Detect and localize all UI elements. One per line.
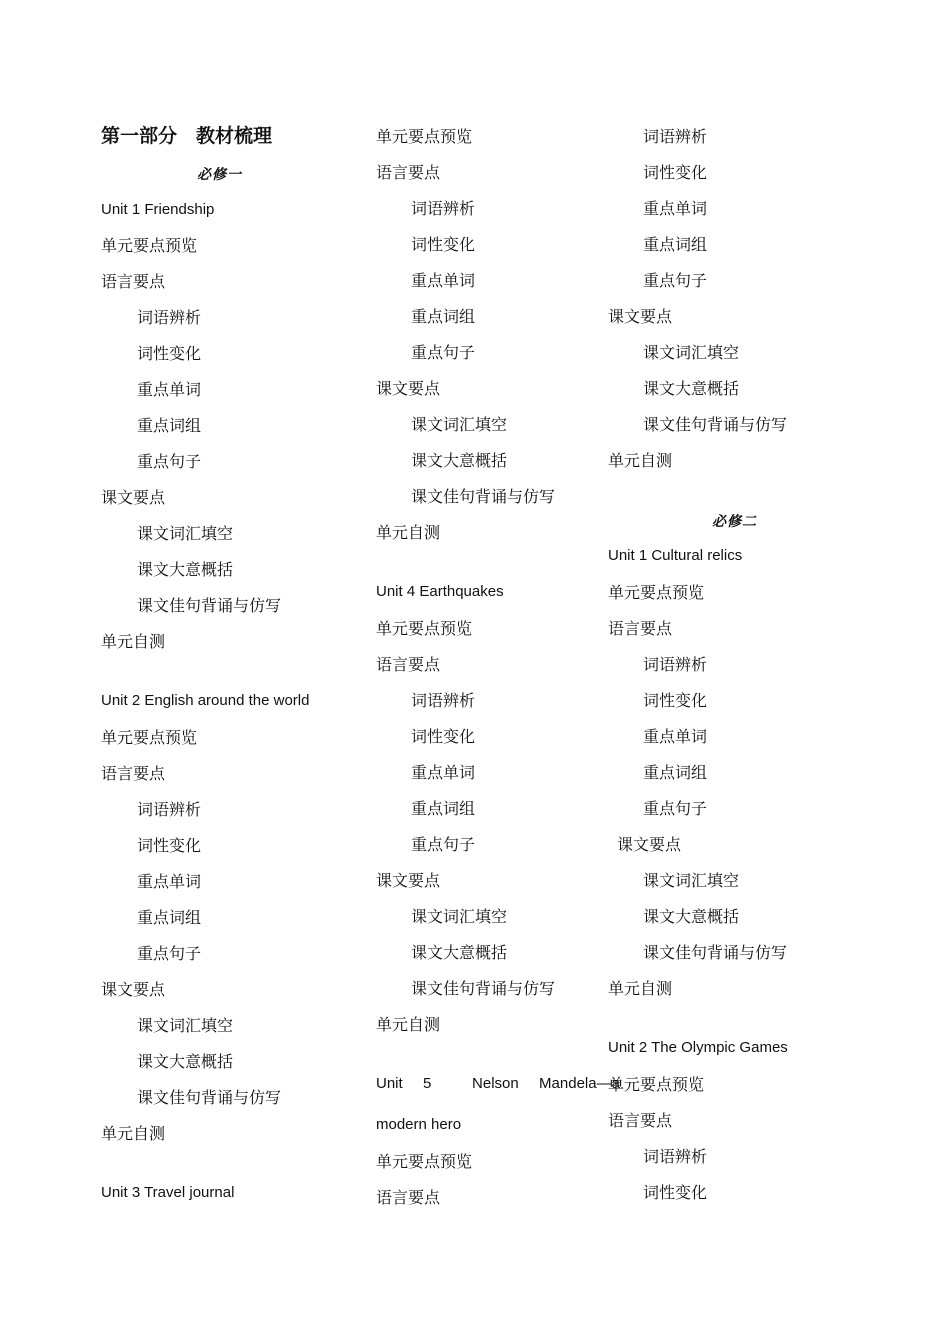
toc-item-language[interactable]: 语言要点 xyxy=(376,163,441,182)
toc-item-discrimination[interactable]: 词语辨析 xyxy=(643,655,708,674)
unit-heading[interactable]: Unit 2 The Olympic Games xyxy=(608,1039,788,1056)
toc-item-key-words[interactable]: 重点单词 xyxy=(411,271,476,290)
toc-item-summary[interactable]: 课文大意概括 xyxy=(411,451,508,470)
toc-item-self-test[interactable]: 单元自测 xyxy=(376,523,441,542)
toc-item-key-words[interactable]: 重点单词 xyxy=(137,380,202,399)
toc-item-self-test[interactable]: 单元自测 xyxy=(608,979,673,998)
toc-item-discrimination[interactable]: 词语辨析 xyxy=(137,308,202,327)
toc-item-self-test[interactable]: 单元自测 xyxy=(101,632,166,651)
toc-item-pos-change[interactable]: 词性变化 xyxy=(643,691,708,710)
toc-item-fill-blanks[interactable]: 课文词汇填空 xyxy=(411,907,508,926)
toc-item-pos-change[interactable]: 词性变化 xyxy=(137,344,202,363)
toc-item-key-phrases[interactable]: 重点词组 xyxy=(643,763,708,782)
toc-item-self-test[interactable]: 单元自测 xyxy=(101,1124,166,1143)
toc-item-recite[interactable]: 课文佳句背诵与仿写 xyxy=(411,979,556,998)
toc-item-fill-blanks[interactable]: 课文词汇填空 xyxy=(137,524,234,543)
toc-item-overview[interactable]: 单元要点预览 xyxy=(101,236,198,255)
toc-item-overview[interactable]: 单元要点预览 xyxy=(101,728,198,747)
toc-item-pos-change[interactable]: 词性变化 xyxy=(643,1183,708,1202)
toc-item-text[interactable]: 课文要点 xyxy=(101,488,166,507)
toc-item-language[interactable]: 语言要点 xyxy=(101,764,166,783)
unit-heading-continued[interactable]: modern hero xyxy=(376,1116,462,1133)
toc-item-language[interactable]: 语言要点 xyxy=(608,1111,673,1130)
toc-item-key-phrases[interactable]: 重点词组 xyxy=(411,307,476,326)
toc-item-key-sentences[interactable]: 重点句子 xyxy=(137,452,202,471)
toc-item-fill-blanks[interactable]: 课文词汇填空 xyxy=(137,1016,234,1035)
part-title: 第一部分 教材梳理 xyxy=(101,125,273,147)
toc-item-overview[interactable]: 单元要点预览 xyxy=(376,127,473,146)
toc-item-recite[interactable]: 课文佳句背诵与仿写 xyxy=(643,415,788,434)
toc-item-key-words[interactable]: 重点单词 xyxy=(643,199,708,218)
unit-heading[interactable]: Unit 4 Earthquakes xyxy=(376,583,504,600)
unit-heading[interactable]: Unit 1 Friendship xyxy=(101,201,215,218)
toc-item-language[interactable]: 语言要点 xyxy=(376,1188,441,1207)
toc-item-key-phrases[interactable]: 重点词组 xyxy=(137,908,202,927)
toc-item-self-test[interactable]: 单元自测 xyxy=(376,1015,441,1034)
toc-item-key-words[interactable]: 重点单词 xyxy=(411,763,476,782)
toc-item-overview[interactable]: 单元要点预览 xyxy=(608,1075,705,1094)
unit-heading[interactable]: Unit 2 English around the world xyxy=(101,692,310,709)
toc-item-text[interactable]: 课文要点 xyxy=(617,835,682,854)
toc-item-overview[interactable]: 单元要点预览 xyxy=(608,583,705,602)
toc-item-discrimination[interactable]: 词语辨析 xyxy=(411,691,476,710)
toc-item-language[interactable]: 语言要点 xyxy=(608,619,673,638)
toc-item-key-phrases[interactable]: 重点词组 xyxy=(411,799,476,818)
toc-item-discrimination[interactable]: 词语辨析 xyxy=(411,199,476,218)
toc-item-key-sentences[interactable]: 重点句子 xyxy=(411,343,476,362)
toc-item-discrimination[interactable]: 词语辨析 xyxy=(643,1147,708,1166)
toc-item-summary[interactable]: 课文大意概括 xyxy=(643,907,740,926)
toc-item-key-sentences[interactable]: 重点句子 xyxy=(411,835,476,854)
toc-item-pos-change[interactable]: 词性变化 xyxy=(411,727,476,746)
unit-heading[interactable]: Unit 3 Travel journal xyxy=(101,1184,235,1201)
toc-item-summary[interactable]: 课文大意概括 xyxy=(411,943,508,962)
toc-item-recite[interactable]: 课文佳句背诵与仿写 xyxy=(137,596,282,615)
toc-item-text[interactable]: 课文要点 xyxy=(376,379,441,398)
toc-item-overview[interactable]: 单元要点预览 xyxy=(376,1152,473,1171)
toc-item-fill-blanks[interactable]: 课文词汇填空 xyxy=(643,343,740,362)
toc-item-key-sentences[interactable]: 重点句子 xyxy=(643,799,708,818)
toc-item-key-words[interactable]: 重点单词 xyxy=(643,727,708,746)
toc-item-fill-blanks[interactable]: 课文词汇填空 xyxy=(643,871,740,890)
toc-item-pos-change[interactable]: 词性变化 xyxy=(137,836,202,855)
unit-heading[interactable]: Unit 5 Nelson Mandela—a xyxy=(376,1075,620,1092)
toc-item-key-words[interactable]: 重点单词 xyxy=(137,872,202,891)
unit-heading[interactable]: Unit 1 Cultural relics xyxy=(608,547,743,564)
book-heading-2: 必修二 xyxy=(712,514,757,530)
toc-item-text[interactable]: 课文要点 xyxy=(101,980,166,999)
toc-item-pos-change[interactable]: 词性变化 xyxy=(643,163,708,182)
toc-item-fill-blanks[interactable]: 课文词汇填空 xyxy=(411,415,508,434)
toc-item-key-phrases[interactable]: 重点词组 xyxy=(137,416,202,435)
toc-item-key-sentences[interactable]: 重点句子 xyxy=(137,944,202,963)
toc-item-language[interactable]: 语言要点 xyxy=(376,655,441,674)
toc-item-recite[interactable]: 课文佳句背诵与仿写 xyxy=(137,1088,282,1107)
toc-item-recite[interactable]: 课文佳句背诵与仿写 xyxy=(643,943,788,962)
toc-item-discrimination[interactable]: 词语辨析 xyxy=(137,800,202,819)
toc-item-overview[interactable]: 单元要点预览 xyxy=(376,619,473,638)
toc-item-pos-change[interactable]: 词性变化 xyxy=(411,235,476,254)
toc-item-recite[interactable]: 课文佳句背诵与仿写 xyxy=(411,487,556,506)
toc-item-summary[interactable]: 课文大意概括 xyxy=(137,1052,234,1071)
book-heading-1: 必修一 xyxy=(197,167,242,183)
toc-item-language[interactable]: 语言要点 xyxy=(101,272,166,291)
toc-item-summary[interactable]: 课文大意概括 xyxy=(643,379,740,398)
toc-item-self-test[interactable]: 单元自测 xyxy=(608,451,673,470)
toc-item-key-phrases[interactable]: 重点词组 xyxy=(643,235,708,254)
toc-item-key-sentences[interactable]: 重点句子 xyxy=(643,271,708,290)
toc-item-text[interactable]: 课文要点 xyxy=(376,871,441,890)
toc-item-discrimination[interactable]: 词语辨析 xyxy=(643,127,708,146)
toc-item-text[interactable]: 课文要点 xyxy=(608,307,673,326)
toc-item-summary[interactable]: 课文大意概括 xyxy=(137,560,234,579)
